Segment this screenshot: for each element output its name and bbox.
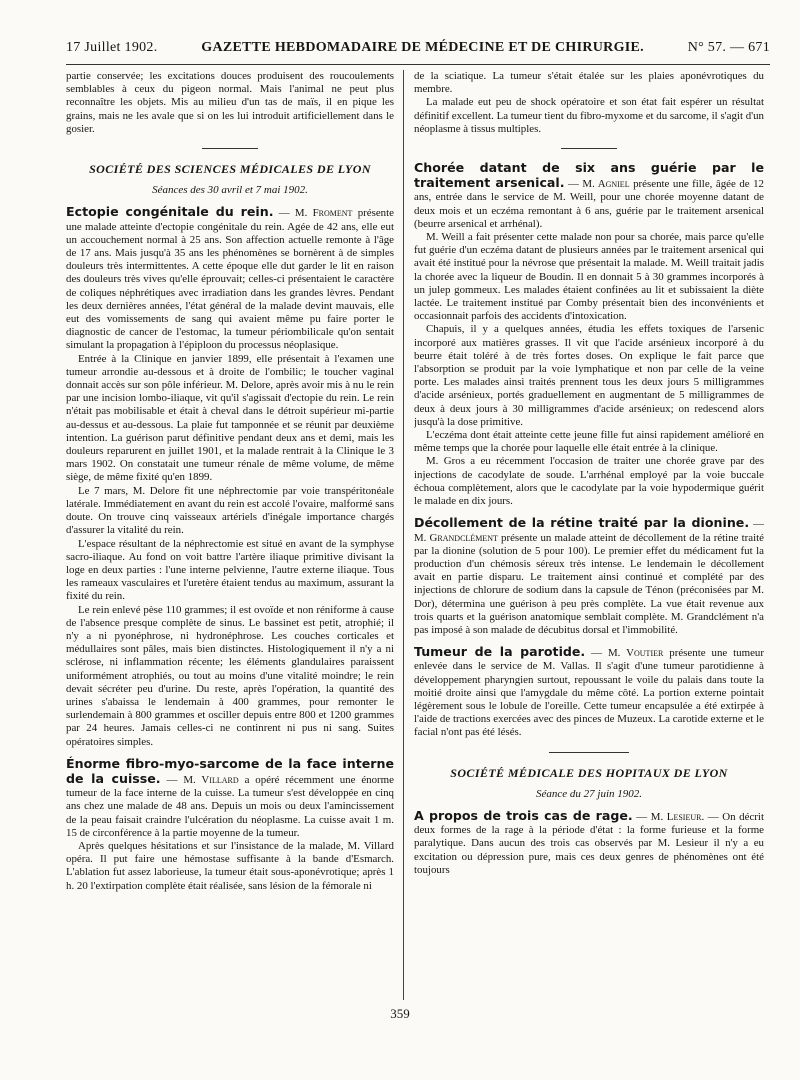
- paragraph: partie conservée; les excitations douces produisent des roucoulements semblables à ceux du pigeon normal. Mais l'animal ne peut plus reconnaître les objets. Mis au milieu d'un tas de maïs, il en pique les grains, mais ne les avale que si on les lui introduit artificiellement dans le gosier.: [66, 70, 394, 135]
- article-text: On décrit deux formes de la rage à la période d'état : la forme furieuse et la forme paralytique. Dans aucun des trois cas observés par M. Lesieur il n'y a eu excitation ou dépression pure, mais ces deux genres de phénomènes ont été toujours: [414, 810, 764, 876]
- article-text: présente une tumeur enlevée dans le service de M. Vallas. Il s'agit d'une tumeur parotidienne à développement pharyngien surtout, repoussant le voile du palais dans toute la moitié droite ainsi que l'amygdale du même côté. La portion externe pointait légèrement sous le lobule de l'oreille. Cette tumeur encapsulée a été extirpée à l'aide de tractions exercées avec des pinces de Muzeux. La carotide externe et le facial n'ont pas été lésés.: [414, 647, 764, 739]
- paragraph: L'eczéma dont était atteinte cette jeune fille fut ainsi rapidement amélioré en même temps que la chorée pour laquelle elle était entrée à la clinique.: [414, 429, 764, 455]
- author: M. Voutier: [608, 647, 664, 660]
- article-heading: Décollement de la rétine traité par la dionine.: [414, 515, 750, 531]
- article-text: présente une fille, âgée de 12 ans, entrée dans le service de M. Weill, pour une chorée moyenne datant de deux mois et un eczéma remontant à 6 ans, guérie par le traitement arsenical (beurre arsenical et arrhénal).: [414, 178, 764, 230]
- society-heading: SOCIÉTÉ MÉDICALE DES HOPITAUX DE LYON: [450, 765, 728, 780]
- author: M. Froment: [294, 207, 353, 220]
- header-issue: N° 57. — 671: [687, 40, 770, 55]
- paragraph: Entrée à la Clinique en janvier 1899, elle présentait à l'examen une tumeur arrondie au-dessous et à droite de l'ombilic; le toucher vaginal donnait accès sur son pôle inférieur. M. Delore, après avoir mis à nu le rein par une incision lombo-iliaque, vit qu'il s'agissait d'ectopie du rein. Le rein n'était pas mobilisable et était à cheval dans le détroit supérieur mi-partie au-dessus et au-dessous. La plaie fut tamponnée et se réunit par deuxième intention. La guérison parut définitive pendant deux ans et demi, mais les douleurs reparurent en juillet 1901, et la malade rentrait à la Clinique le 3 mars 1902. On constatait une tumeur rénale de même volume, de même siège, de même fixité qu'en 1899.: [66, 352, 394, 484]
- article-ectopie: Ectopie congénitale du rein. — M. Froment présente une malade atteinte d'ectopie congénitale du rein. Agée de 42 ans, elle eut un accouchement normal à 25 ans. Son affection actuelle remonte à l'âge de 17 ans. Mais jusqu'à 35 ans les phénomènes se bornèrent à de simples douleurs très intermittentes. A cette époque elle dut garder le lit en raison des douleurs très vives qu'elle éprouvait; celles-ci présentaient le caractère de coliques néphrétiques avec irradiation dans les grandes lèvres. Pendant les deux dernières années, l'état général de la malade devint mauvais, elle eut des vomissements de sang qui avaient même pu faire porter le diagnostic de cancer de l'estomac, la tumeur périombilicale qu'on sentait simulant la propagation à l'épiploon du processus néoplasique.: [66, 204, 394, 352]
- session-date: Séance du 27 juin 1902.: [535, 787, 642, 800]
- article-rage: A propos de trois cas de rage. — M. Lesieur. — On décrit deux formes de la rage à la période d'état : la forme furieuse et la forme paralytique. Dans aucun des trois cas observés par M. Lesieur il n'y a eu excitation ou dépression pure, mais ces deux genres de phénomènes ont été toujours: [414, 807, 764, 876]
- author: M. Villard: [183, 773, 239, 786]
- header-date: 17 Juillet 1902.: [66, 40, 158, 55]
- author: M. Grandclément: [414, 531, 498, 544]
- article-heading: A propos de trois cas de rage.: [414, 807, 633, 823]
- author: M. Agniel: [582, 178, 630, 191]
- article-parotide: Tumeur de la parotide. — M. Voutier présente une tumeur enlevée dans le service de M. Vallas. Il s'agit d'une tumeur parotidienne à développement pharyngien surtout, repoussant le voile du palais dans toute la moitié droite ainsi que l'amygdale du même côté. La portion externe pointait légèrement sous le lobule de l'oreille. Cette tumeur encapsulée a été extirpée à l'aide de tractions exercées avec des pinces de Muzeux. La carotide externe et le facial n'ont pas été lésés.: [414, 644, 764, 739]
- article-heading: Ectopie congénitale du rein.: [66, 204, 274, 220]
- paragraph: M. Gros a eu récemment l'occasion de traiter une chorée grave par des injections de cacodylate de soude. L'arrhénal employé par la voie buccale échoua complètement, alors que le cacodylate par la voie hypodermique guérit le malade en dix jours.: [414, 455, 764, 508]
- separator-rule: [549, 752, 629, 753]
- separator-rule: [561, 148, 617, 149]
- article-heading: Tumeur de la parotide.: [414, 644, 586, 660]
- journal-title: GAZETTE HEBDOMADAIRE DE MÉDECINE ET DE CHIRURGIE.: [201, 40, 644, 55]
- header-rule: [66, 64, 770, 65]
- page-header: [66, 40, 770, 62]
- page-number: 359: [390, 1006, 410, 1021]
- paragraph: La malade eut peu de shock opératoire et son état fait espérer un résultat définitif excellent. La tumeur tient du fibro-myxome et du sarcome, il s'agit d'un néoplasme à tissus multiples.: [414, 96, 764, 135]
- paragraph: L'espace résultant de la néphrectomie est situé en avant de la symphyse sacro-iliaque. Au fond on voit battre l'artère iliaque primitive divisant la loge en deux parties : l'une interne pelvienne, l'autre externe iliaque. Tous les rameaux vasculaires et l'uretère étaient tendus au maximum, assurant la fixité du rein.: [66, 537, 394, 603]
- article-choree: Chorée datant de six ans guérie par le traitement arsenical. — M. Agniel présente une fille, âgée de 12 ans, entrée dans le service de M. Weill, pour une chorée moyenne datant de deux mois et un eczéma remontant à 6 ans, guérie par le traitement arsenical (beurre arsenical et arrhénal).: [414, 160, 764, 230]
- article-sarcome: Énorme fibro-myo-sarcome de la face interne de la cuisse. — M. Villard a opéré récemment une énorme tumeur de la face interne de la cuisse. La tumeur s'est développée en cinq ans chez une malade de 48 ans. Depuis un mois ou deux l'amincissement de la peau faisait craindre l'ulcération du néoplasme. La cuisse avait 1 m. 15 de circonférence à la partie moyenne de la tumeur.: [66, 755, 394, 839]
- paragraph: M. Weill a fait présenter cette malade non pour sa chorée, mais parce qu'elle fut guérie d'un eczéma datant de plusieurs années par le traitement arsenical qui avait été institué pour la névrose que présentait la malade. M. Weill traitait jadis la chorée avec la liqueur de Boudin. Il en donnait 5 à 30 grammes incorporés à un julep gommeux. Les malades étaient confinées au lit et subissaient la diète lactée. Le traitement institué par Comby présentait bien des inconvénients et occasionnait parfois des accidents d'intoxication.: [414, 231, 764, 323]
- article-heading: Chorée datant de six ans guérie par le traitement arsenical.: [414, 160, 764, 191]
- session-date: Séances des 30 avril et 7 mai 1902.: [152, 184, 308, 197]
- article-text: a opéré récemment une énorme tumeur de la face interne de la cuisse. La tumeur s'est développée en cinq ans chez une malade de 48 ans. Depuis un mois ou deux l'amincissement de la peau faisait craindre l'ulcération du néoplasme. La cuisse avait 1 m. 15 de circonférence à la partie moyenne de la tumeur.: [66, 773, 394, 839]
- separator-rule: [202, 148, 258, 149]
- article-text: présente un malade atteint de décollement de la rétine traité par la dionine (solution de 5 pour 100). Le premier effet du médicament fut la production d'un chémosis séreux très intense. Le lendemain le décollement avait en partie disparu. Le traitement ainsi continué et complété par des injections de chlorure de sodium dans la capsule de Ténon (préconisées par M. Dor), détermina une guérison à peu près complète. La vue était revenue aux trois quarts et la guérison anatomique semblait complète. M. Grandclément n'a pas imposé à son malade de décubitus dorsal et l'immobilité.: [414, 531, 764, 636]
- paragraph: Le rein enlevé pèse 110 grammes; il est ovoïde et non réniforme à cause de l'absence presque complète de sinus. Le bassinet est petit, atrophié; il n'y a ni pyonéphrose, ni hydronéphrose. Les couches corticales et médullaires sont pâles, mais bien distinctes. Histologiquement il n'y a ni sclérose, ni inflammation récente; les éléments glandulaires paraissent uniformément atrophiés, ou tout au moins d'une vitalité moindre; le rein devait sécréter peu d'urine. Du reste, après l'opération, la quantité des urines s'abaissa le lendemain à 400 grammes, pour remonter le surlendemain à 800 grammes et osciller depuis entre 800 et 1200 grammes par 24 heures. Jamais celles-ci ne continrent ni pus ni sang. Suites opératoires simples.: [66, 603, 394, 748]
- paragraph: Chapuis, il y a quelques années, étudia les effets toxiques de l'arsenic incorporé aux matières grasses. Il vit que l'acide arsénieux incorporé à du beurre était toléré à de très fortes doses. On explique le fait parce que l'absorption se produit par la voie lymphatique et non par celle de la veine porte. Les malades ainsi traités prennent tous les deux jours 5 milligrammes d'acide arsénieux, portés graduellement en augmentant de 5 milligrammes de deux à deux jours à 30 milligrammes d'acide arsénieux; on redescend alors jusqu'à la dose primitive.: [414, 323, 764, 428]
- left-column: [66, 70, 394, 1010]
- article-retine: Décollement de la rétine traité par la dionine. — M. Grandclément présente un malade atteint de décollement de la rétine traité par la dionine (solution de 5 pour 100). Le premier effet du médicament fut la production d'un chémosis séreux très intense. Le lendemain le décollement avait en partie disparu. Le traitement ainsi continué et complété par des injections de chlorure de sodium dans la capsule de Ténon (préconisées par M. Dor), détermina une guérison à peu près complète. La vue était revenue aux trois quarts et la guérison anatomique semblait complète. M. Grandclément n'a pas imposé à son malade de décubitus dorsal et l'immobilité.: [414, 515, 764, 636]
- author: M. Lesieur.: [650, 810, 705, 823]
- article-text: présente une malade atteinte d'ectopie congénitale du rein. Agée de 42 ans, elle eut un accouchement normal à 25 ans. Son affection actuelle remonte à l'âge de 17 ans. Mais jusqu'à 35 ans les phénomènes se bornèrent à de simples douleurs très intermittentes. A cette époque elle dut garder le lit en raison des douleurs très vives qu'elle éprouvait; celles-ci présentaient le caractère de coliques néphrétiques avec irradiation dans les grandes lèvres. Pendant les deux dernières années, l'état général de la malade devint mauvais, elle eut des vomissements de sang qui avaient même pu faire porter le diagnostic de cancer de l'estomac, la tumeur périombilicale qu'on sentait simulant la propagation à l'épiploon du processus néoplasique.: [66, 207, 394, 352]
- paragraph: Le 7 mars, M. Delore fit une néphrectomie par voie transpéritonéale latérale. Immédiatement en avant du rein est accolé l'ovaire, malformé sans doute. On trouve cinq vaisseaux artériels d'inégale importance chargés d'assurer la vitalité du rein.: [66, 484, 394, 537]
- right-column: [414, 70, 764, 1010]
- article-heading: Énorme fibro-myo-sarcome de la face interne de la cuisse.: [66, 755, 394, 786]
- column-divider: [403, 70, 404, 1000]
- society-heading: SOCIÉTÉ DES SCIENCES MÉDICALES DE LYON: [89, 162, 371, 177]
- paragraph: de la sciatique. La tumeur s'était étalée sur les plaies aponévrotiques du membre.: [414, 70, 764, 96]
- paragraph: Après quelques hésitations et sur l'insistance de la malade, M. Villard opéra. Il put faire une hémostase suffisante à la bande d'Esmarch. L'ablation fut assez laborieuse, la tumeur était sous-aponévrotique; après 1 h. 20 l'extirpation complète était réalisée, sans lésion de la fémorale ni: [66, 839, 394, 892]
